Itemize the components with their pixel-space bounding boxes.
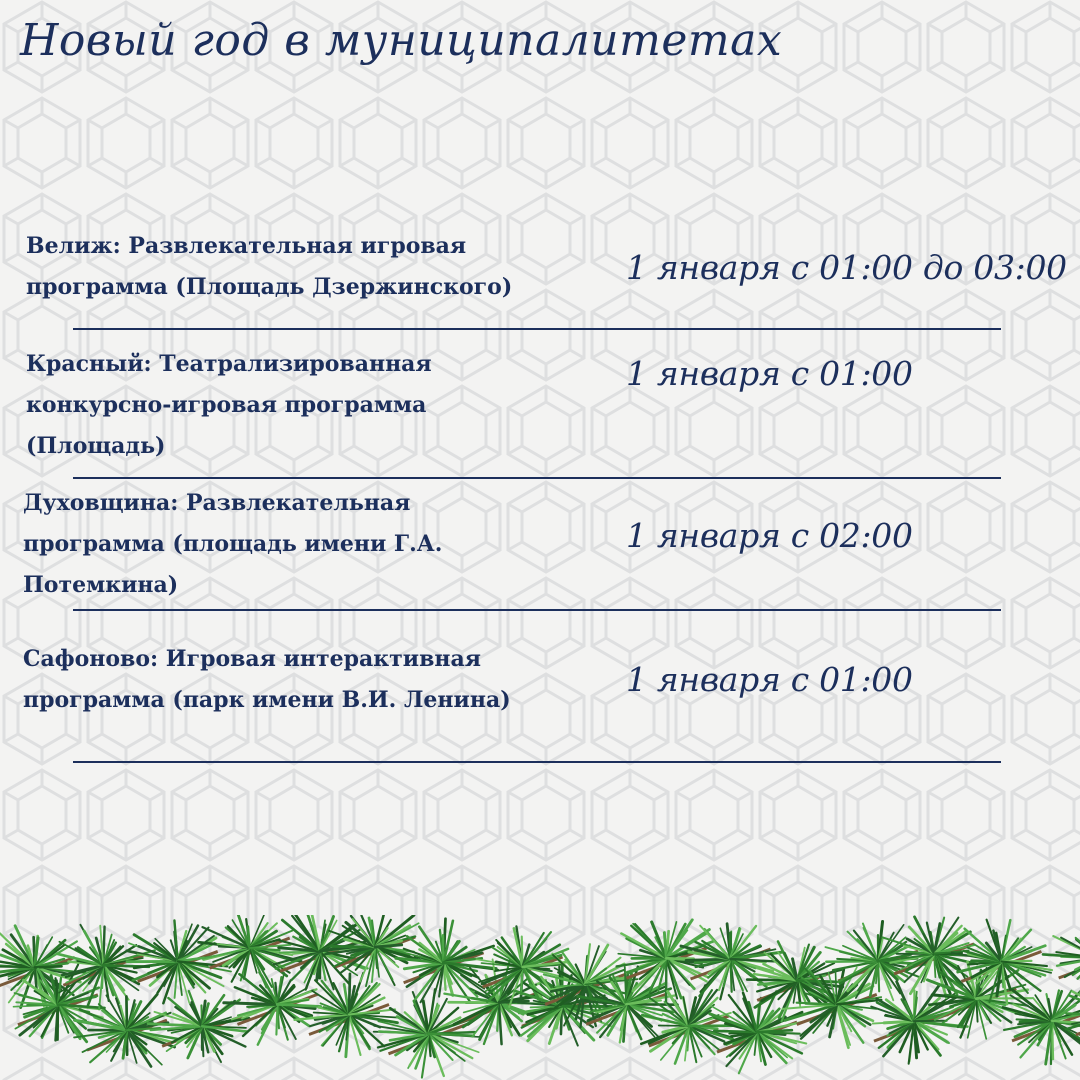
event-description-line: Велиж: Развлекательная игровая — [26, 233, 467, 259]
event-description-line: Потемкина) — [23, 572, 179, 598]
row-divider — [73, 609, 1001, 611]
event-description — [23, 483, 442, 606]
event-description-line: программа (площадь имени Г.А. — [23, 531, 443, 557]
event-description-line: Сафоново: Игровая интерактивная — [23, 646, 481, 672]
event-description-line: программа (Площадь Дзержинского) — [26, 274, 513, 300]
pine-branch-garland — [0, 915, 1080, 1080]
event-time: 1 января с 02:00 — [626, 516, 913, 555]
event-time: 1 января с 01:00 до 03:00 — [626, 248, 1067, 287]
row-divider — [73, 761, 1001, 763]
event-description-line: конкурсно-игровая программа — [26, 392, 427, 418]
event-description-line: (Площадь) — [26, 433, 166, 459]
event-time: 1 января с 01:00 — [626, 354, 913, 393]
event-time: 1 января с 01:00 — [626, 660, 913, 699]
event-description — [26, 226, 512, 308]
event-description-line: программа (парк имени В.И. Ленина) — [23, 687, 511, 713]
row-divider — [73, 328, 1001, 330]
row-divider — [73, 477, 1001, 479]
event-description-line: Духовщина: Развлекательная — [23, 490, 411, 516]
event-description-line: Красный: Театрализированная — [26, 351, 432, 377]
event-description — [26, 344, 432, 467]
event-description — [23, 639, 511, 721]
page-title: Новый год в муниципалитетах — [20, 15, 783, 66]
